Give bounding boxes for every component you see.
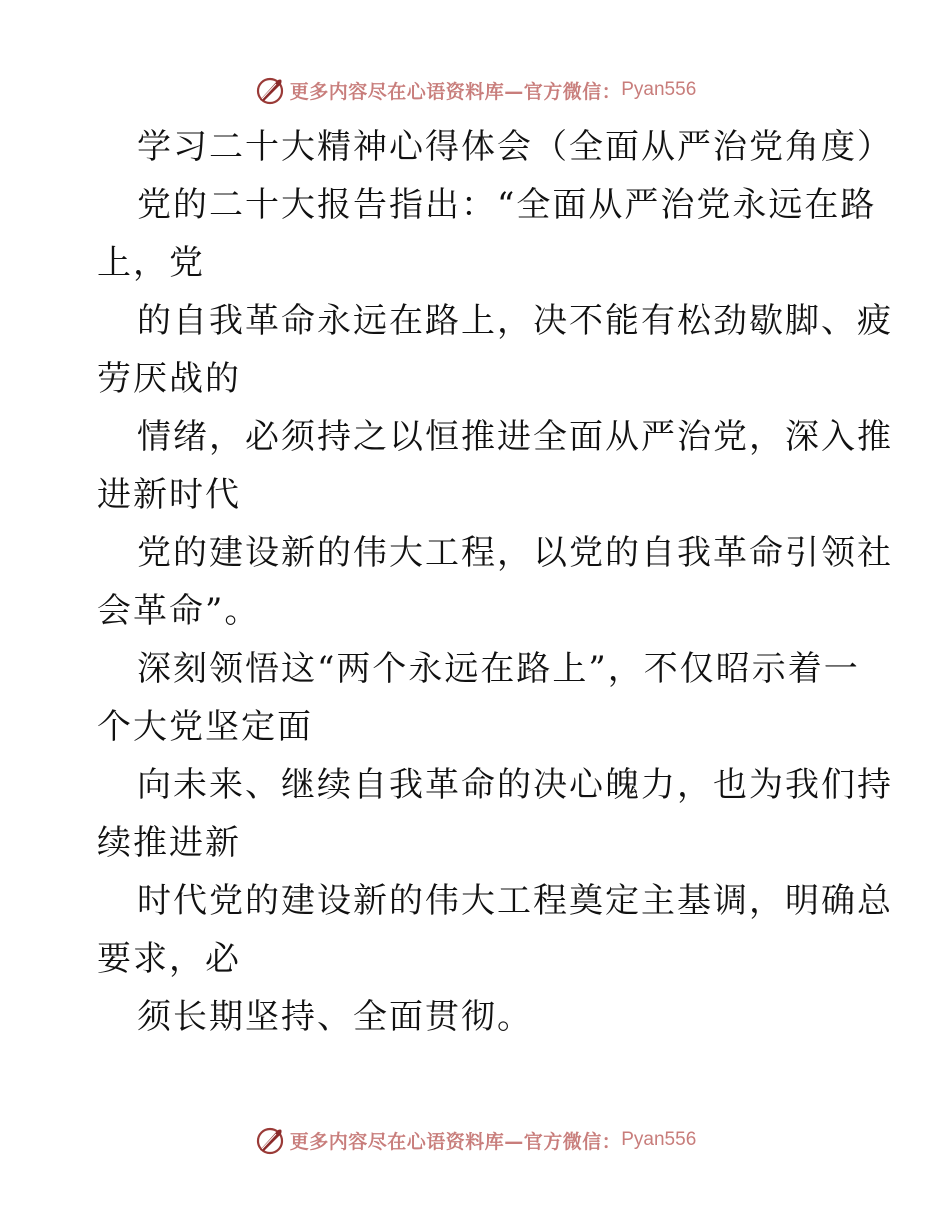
paragraph-line: 时代党的建设新的伟大工程奠定主基调，明确总 [137,881,893,921]
paragraph-line: 党的建设新的伟大工程，以党的自我革命引领社 [137,533,893,573]
paragraph-line: 个大党坚定面 [97,707,313,747]
feather-pen-logo-icon [254,1124,286,1156]
footer-banner-text: 更多内容尽在心语资料库—官方微信： [289,1130,622,1153]
paragraph-line: 向未来、继续自我革命的决心魄力，也为我们持 [137,765,893,805]
paragraph-line: 深刻领悟这“两个永远在路上”，不仅昭示着一 [137,649,860,689]
footer-wechat-id: Pyan556 [621,1129,697,1150]
header-banner-text: 更多内容尽在心语资料库—官方微信： [289,80,622,103]
paragraph-line: 的自我革命永远在路上，决不能有松劲歇脚、疲 [137,301,893,341]
document-body [97,118,893,1046]
paragraph-line: 党的二十大报告指出：“全面从严治党永远在路 [137,185,877,225]
header-banner [0,70,950,110]
footer-banner [0,1120,950,1160]
paragraph-line: 进新时代 [97,475,241,515]
paragraph-line: 劳厌战的 [97,359,241,399]
header-wechat-id: Pyan556 [621,79,697,100]
document-title: 学习二十大精神心得体会（全面从严治党角度） [137,127,893,167]
feather-pen-logo-icon [254,74,286,106]
paragraph-line: 会革命”。 [97,591,261,631]
paragraph-line: 情绪，必须持之以恒推进全面从严治党，深入推 [137,417,893,457]
paragraph-line: 须长期坚持、全面贯彻。 [137,997,533,1037]
paragraph-line: 上，党 [97,243,205,283]
paragraph-line: 要求，必 [97,939,241,979]
paragraph-line: 续推进新 [97,823,241,863]
